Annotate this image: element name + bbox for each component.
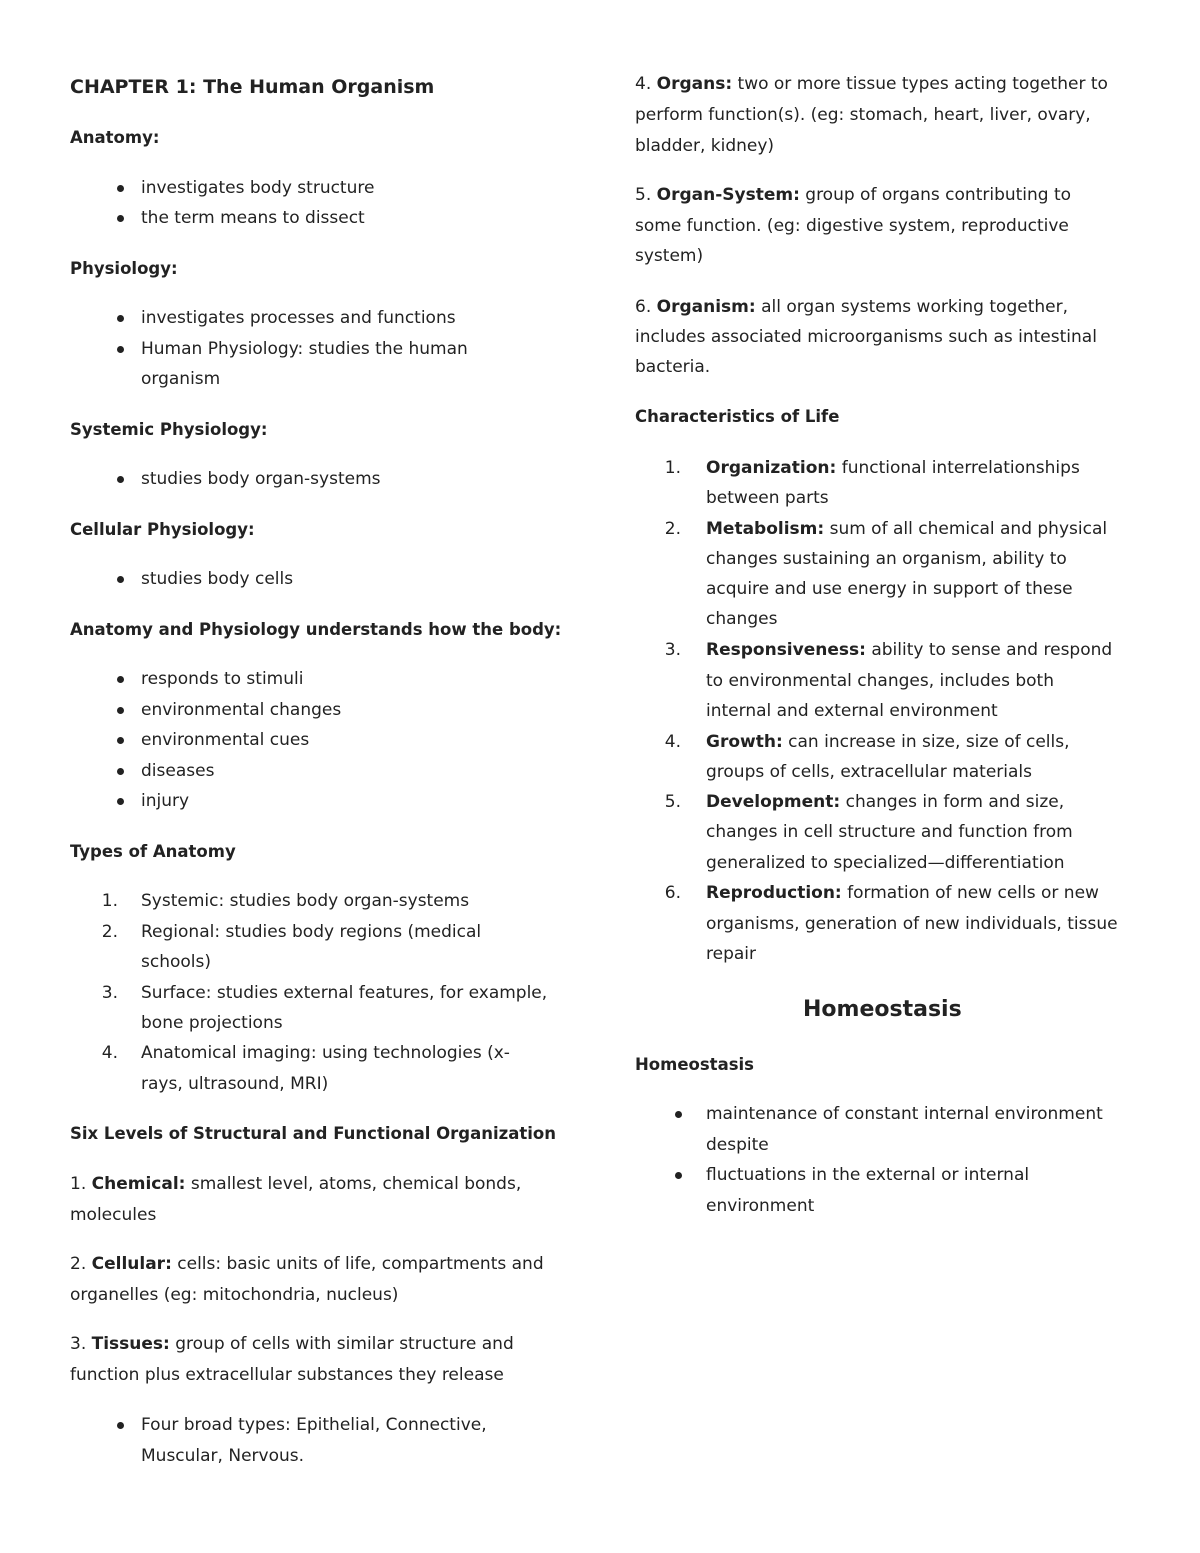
list-item-continuation: schools) [141, 952, 211, 972]
list-number: 2. [101, 922, 118, 942]
list-item: fluctuations in the external or internal [706, 1165, 1030, 1185]
list-item-continuation: groups of cells, extracellular materials [706, 762, 1033, 782]
level-3: 3. Tissues: group of cells with similar structure and [70, 1334, 514, 1354]
list-item: injury [141, 791, 190, 811]
bullet-icon [117, 798, 124, 805]
list-item-continuation: rays, ultrasound, MRI) [141, 1074, 329, 1094]
level-2-continuation: organelles (eg: mitochondria, nucleus) [70, 1285, 399, 1305]
list-item-continuation: internal and external environment [706, 701, 998, 721]
list-item: Development: changes in form and size, [706, 792, 1065, 812]
types-heading: Types of Anatomy [70, 842, 236, 861]
list-item: Surface: studies external features, for example, [141, 983, 548, 1003]
anatomy-heading: Anatomy: [70, 128, 160, 147]
bullet-icon [117, 215, 124, 222]
list-item: the term means to dissect [141, 208, 365, 228]
list-item: environmental changes [141, 700, 342, 720]
list-number: 5. [664, 792, 681, 812]
bullet-icon [675, 1172, 682, 1179]
list-item-continuation: between parts [706, 488, 829, 508]
list-item-continuation: despite [706, 1135, 769, 1155]
list-item-continuation: environment [706, 1196, 815, 1216]
cellular-heading: Cellular Physiology: [70, 520, 255, 539]
level-6-continuation: bacteria. [635, 357, 711, 377]
bullet-icon [117, 737, 124, 744]
bullet-icon [117, 1422, 124, 1429]
list-item: maintenance of constant internal environment [706, 1104, 1103, 1124]
bullet-icon [117, 676, 124, 683]
list-number: 6. [664, 883, 681, 903]
bullet-icon [675, 1111, 682, 1118]
bullet-icon [117, 768, 124, 775]
list-item: investigates processes and functions [141, 308, 456, 328]
list-item-continuation: repair [706, 944, 756, 964]
list-item-continuation: Muscular, Nervous. [141, 1446, 305, 1466]
list-number: 4. [101, 1043, 118, 1063]
list-item-continuation: changes in cell structure and function from [706, 822, 1073, 842]
list-number: 1. [101, 891, 118, 911]
list-item: investigates body structure [141, 178, 375, 198]
list-item-continuation: changes [706, 609, 778, 629]
homeostasis-title: Homeostasis [803, 997, 962, 1022]
level-5: 5. Organ-System: group of organs contributing to [635, 185, 1072, 205]
level-1-continuation: molecules [70, 1205, 157, 1225]
list-item: Anatomical imaging: using technologies (x- [141, 1043, 510, 1063]
list-item: Regional: studies body regions (medical [141, 922, 482, 942]
level-6-continuation: includes associated microorganisms such as intestinal [635, 327, 1097, 347]
list-item: Organization: functional interrelationships [706, 458, 1080, 478]
list-number: 2. [664, 519, 681, 539]
bullet-icon [117, 315, 124, 322]
level-2: 2. Cellular: cells: basic units of life, compartments and [70, 1254, 544, 1274]
list-item: diseases [141, 761, 215, 781]
level-4-continuation: bladder, kidney) [635, 136, 775, 156]
list-item-continuation: organism [141, 369, 221, 389]
list-item: Growth: can increase in size, size of cells, [706, 732, 1070, 752]
list-item: studies body cells [141, 569, 294, 589]
bullet-icon [117, 476, 124, 483]
level-3-continuation: function plus extracellular substances they release [70, 1365, 504, 1385]
list-number: 1. [664, 458, 681, 478]
list-number: 3. [101, 983, 118, 1003]
list-item: Reproduction: formation of new cells or new [706, 883, 1099, 903]
homeostasis-heading: Homeostasis [635, 1055, 755, 1074]
list-item: Metabolism: sum of all chemical and physical [706, 519, 1108, 539]
list-item-continuation: bone projections [141, 1013, 283, 1033]
list-item: environmental cues [141, 730, 310, 750]
list-item-continuation: organisms, generation of new individuals, tissue [706, 914, 1118, 934]
list-item: Systemic: studies body organ-systems [141, 891, 470, 911]
list-item: Human Physiology: studies the human [141, 339, 468, 359]
bullet-icon [117, 707, 124, 714]
bullet-icon [117, 346, 124, 353]
characteristics-heading: Characteristics of Life [635, 407, 840, 426]
list-item: Responsiveness: ability to sense and respond [706, 640, 1113, 660]
list-number: 4. [664, 732, 681, 752]
levels-heading: Six Levels of Structural and Functional Organization [70, 1124, 556, 1143]
understands-heading: Anatomy and Physiology understands how the body: [70, 620, 562, 639]
list-item-continuation: generalized to specialized—differentiation [706, 853, 1065, 873]
level-4: 4. Organs: two or more tissue types acting together to [635, 74, 1108, 94]
level-6: 6. Organism: all organ systems working together, [635, 297, 1068, 317]
chapter-title: CHAPTER 1: The Human Organism [70, 76, 435, 98]
physiology-heading: Physiology: [70, 259, 178, 278]
list-item-continuation: changes sustaining an organism, ability to [706, 549, 1067, 569]
list-item: Four broad types: Epithelial, Connective, [141, 1415, 487, 1435]
systemic-heading: Systemic Physiology: [70, 420, 268, 439]
bullet-icon [117, 576, 124, 583]
level-5-continuation: some function. (eg: digestive system, reproductive [635, 216, 1069, 236]
level-4-continuation: perform function(s). (eg: stomach, heart, liver, ovary, [635, 105, 1091, 125]
list-item-continuation: acquire and use energy in support of these [706, 579, 1073, 599]
level-5-continuation: system) [635, 246, 704, 266]
list-item: responds to stimuli [141, 669, 304, 689]
list-number: 3. [664, 640, 681, 660]
list-item-continuation: to environmental changes, includes both [706, 671, 1054, 691]
bullet-icon [117, 185, 124, 192]
level-1: 1. Chemical: smallest level, atoms, chemical bonds, [70, 1174, 522, 1194]
list-item: studies body organ-systems [141, 469, 381, 489]
